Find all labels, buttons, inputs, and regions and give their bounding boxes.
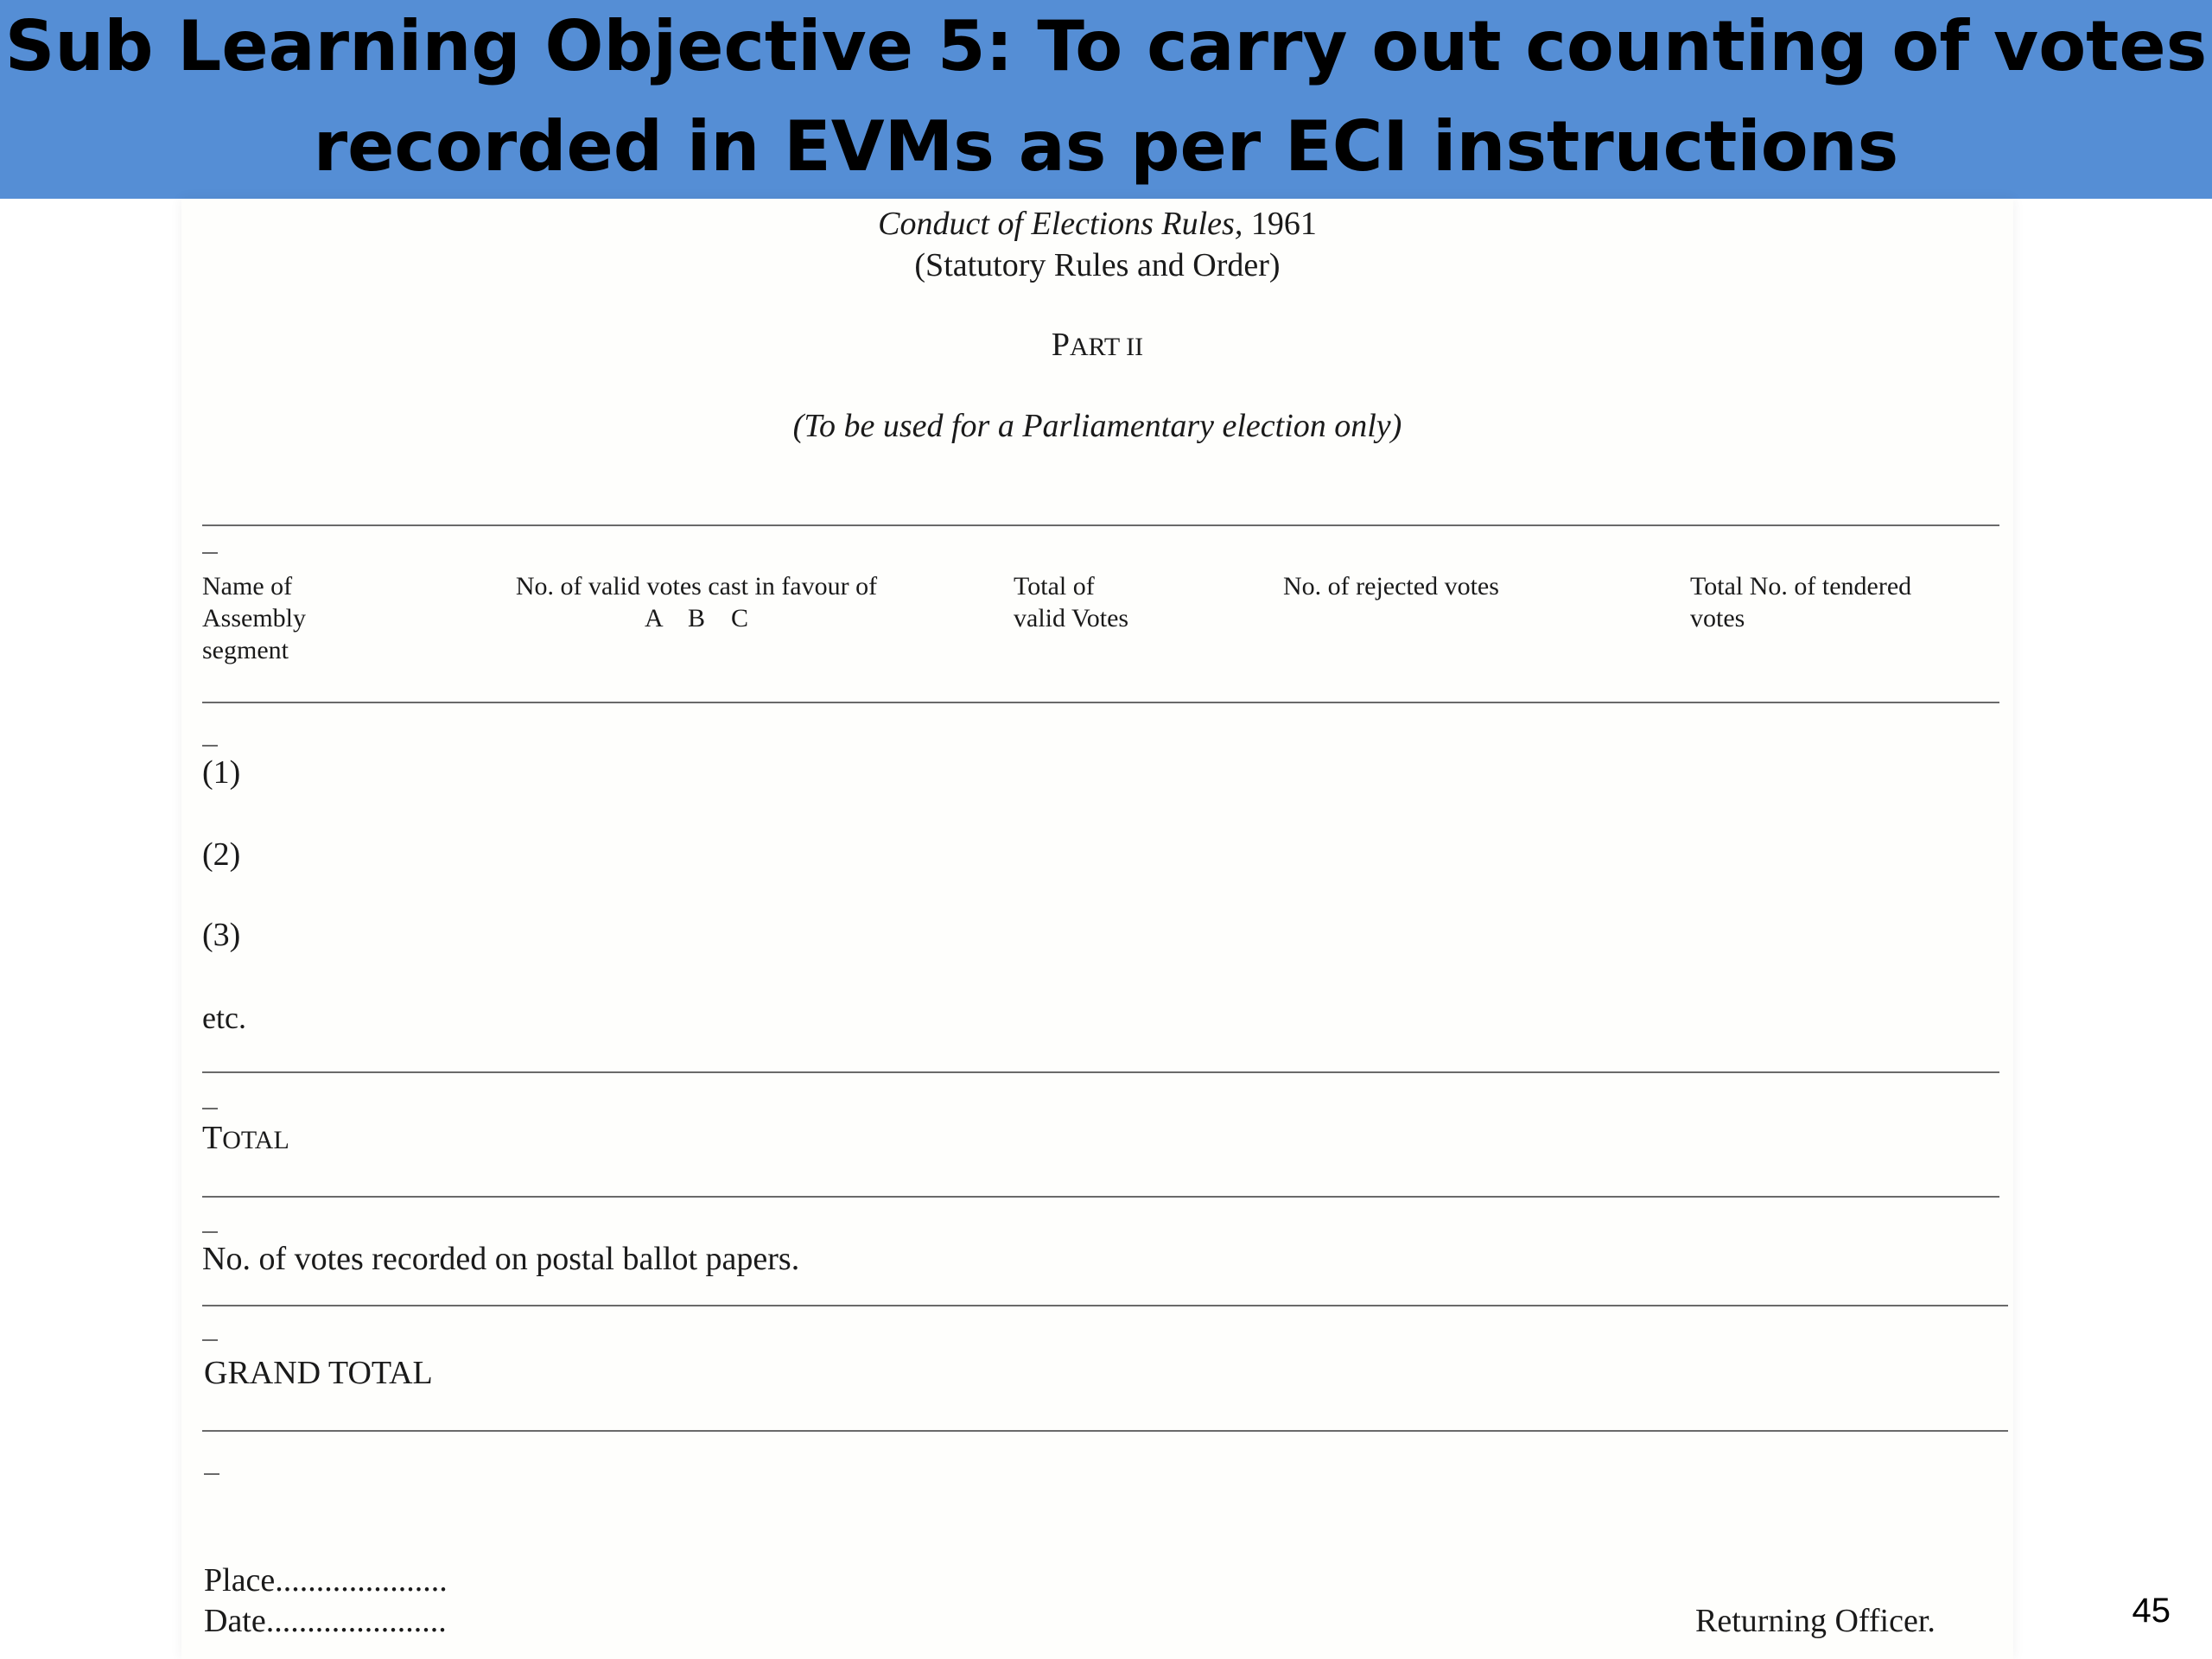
rules-year: 1961 [1250, 206, 1317, 242]
divider-grand-total [202, 1430, 2008, 1432]
rules-subtitle: (Statutory Rules and Order) [914, 247, 1281, 283]
divider-tick [202, 1339, 218, 1341]
divider-tick [204, 1473, 219, 1475]
slide-title-line-1: Sub Learning Objective 5: To carry out counting of votes [4, 6, 2208, 86]
rules-heading [181, 207, 2013, 240]
divider-header [202, 702, 1999, 703]
col-header-total-valid: Total of valid Votes [1014, 572, 1129, 632]
divider-total [202, 1196, 1999, 1198]
row-label: etc. [202, 1001, 246, 1035]
row-label: (3) [202, 917, 241, 953]
col-header-assembly-segment: Name of Assembly segment [202, 572, 306, 664]
usage-note: (To be used for a Parliamentary election only) [792, 408, 1402, 444]
divider-tick [202, 745, 218, 747]
postal-ballot-label: No. of votes recorded on postal ballot papers. [202, 1241, 800, 1277]
returning-officer-signature-label: Returning Officer. [1695, 1603, 1936, 1639]
divider-tick [202, 552, 218, 554]
rules-title: Conduct of Elections Rules, [878, 206, 1243, 242]
row-label: (1) [202, 754, 241, 791]
row-label: (2) [202, 836, 241, 873]
divider-rows [202, 1071, 1999, 1073]
part-label: PART II [1051, 327, 1144, 363]
date-field: Date...................... [204, 1603, 447, 1639]
col-header-tendered-votes: Total No. of tendered votes [1690, 572, 1912, 632]
divider-top [202, 524, 1999, 526]
slide-page-number: 45 [2132, 1592, 2171, 1630]
divider-postal [202, 1305, 2008, 1306]
divider-tick [202, 1231, 218, 1233]
slide-title-banner [0, 0, 2212, 199]
place-field: Place..................... [204, 1562, 448, 1599]
divider-tick [202, 1108, 218, 1109]
form-document [181, 199, 2013, 1659]
total-label: TOTAL [202, 1120, 289, 1156]
slide-title-line-2: recorded in EVMs as per ECI instructions [313, 106, 1899, 187]
col-header-rejected-votes: No. of rejected votes [1283, 572, 1499, 601]
col-header-valid-votes: No. of valid votes cast in favour of A B C [515, 572, 878, 632]
grand-total-label: GRAND TOTAL [204, 1355, 433, 1391]
